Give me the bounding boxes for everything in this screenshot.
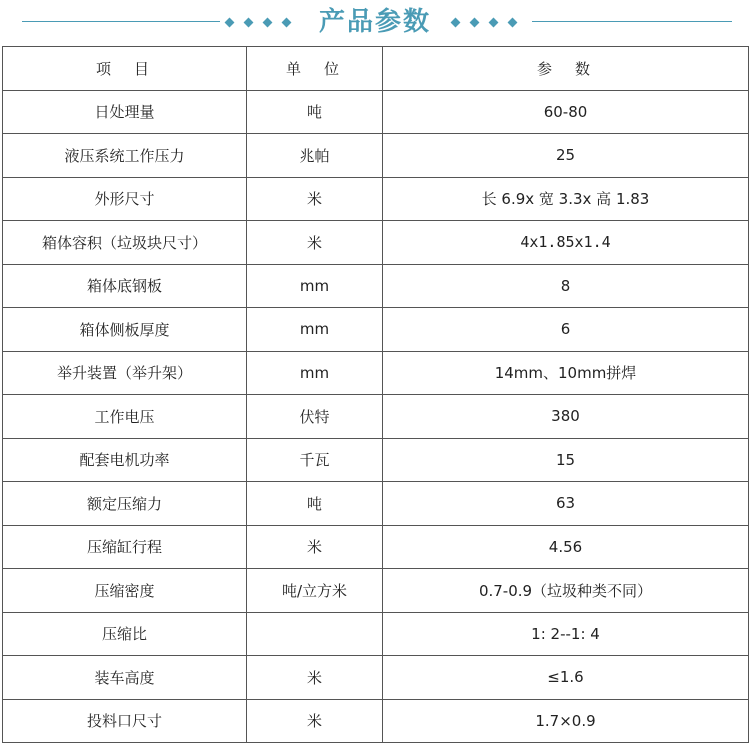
row-unit: 米 [247,221,383,265]
row-param: 1: 2--1: 4 [383,612,749,656]
column-header-param: 参 数 [383,47,749,91]
row-param: 63 [383,482,749,526]
table-row [3,177,749,221]
table-row [3,308,749,352]
row-item: 压缩缸行程 [3,525,247,569]
spec-table [2,46,749,743]
header-diamonds-right [452,14,516,30]
row-item: 箱体容积（垃圾块尺寸） [3,221,247,265]
table-row [3,221,749,265]
row-param: ≤1.6 [383,656,749,700]
row-unit [247,612,383,656]
row-unit: 伏特 [247,395,383,439]
row-param: 4.56 [383,525,749,569]
diamond-icon [489,17,499,27]
row-unit: 兆帕 [247,134,383,178]
table-header-row [3,47,749,91]
column-header-item: 项 目 [3,47,247,91]
table-row [3,656,749,700]
row-param: 1.7×0.9 [383,699,749,743]
row-item: 举升装置（举升架） [3,351,247,395]
table-row [3,569,749,613]
table-row [3,438,749,482]
row-unit: 千瓦 [247,438,383,482]
row-item: 箱体底钢板 [3,264,247,308]
row-item: 投料口尺寸 [3,699,247,743]
table-row [3,699,749,743]
section-header [0,0,750,44]
row-param: 6 [383,308,749,352]
row-item: 配套电机功率 [3,438,247,482]
row-param: 4x1.85x1.4 [383,221,749,265]
header-diamonds-left [226,14,290,30]
table-row [3,351,749,395]
diamond-icon [282,17,292,27]
table-row [3,482,749,526]
row-item: 箱体侧板厚度 [3,308,247,352]
table-row [3,612,749,656]
table-row [3,395,749,439]
table-row [3,264,749,308]
row-unit: 吨 [247,482,383,526]
header-divider-left [22,21,220,22]
header-divider-right [532,21,732,22]
row-item: 工作电压 [3,395,247,439]
row-item: 压缩密度 [3,569,247,613]
row-unit: 米 [247,656,383,700]
row-param: 25 [383,134,749,178]
row-item: 额定压缩力 [3,482,247,526]
row-param: 长 6.9x 宽 3.3x 高 1.83 [383,177,749,221]
column-header-unit: 单 位 [247,47,383,91]
table-row [3,525,749,569]
diamond-icon [470,17,480,27]
row-item: 液压系统工作压力 [3,134,247,178]
row-item: 压缩比 [3,612,247,656]
row-item: 装车高度 [3,656,247,700]
row-unit: mm [247,264,383,308]
row-unit: 米 [247,699,383,743]
row-param: 8 [383,264,749,308]
row-unit: 米 [247,177,383,221]
diamond-icon [451,17,461,27]
row-param: 14mm、10mm拼焊 [383,351,749,395]
row-item: 日处理量 [3,90,247,134]
row-param: 15 [383,438,749,482]
page-title: 产品参数 [318,7,431,37]
row-unit: 米 [247,525,383,569]
table-row [3,90,749,134]
row-param: 60-80 [383,90,749,134]
row-unit: mm [247,351,383,395]
table-row [3,134,749,178]
row-unit: 吨 [247,90,383,134]
row-unit: mm [247,308,383,352]
diamond-icon [508,17,518,27]
row-unit: 吨/立方米 [247,569,383,613]
row-param: 380 [383,395,749,439]
diamond-icon [244,17,254,27]
row-item: 外形尺寸 [3,177,247,221]
row-param: 0.7-0.9（垃圾种类不同） [383,569,749,613]
diamond-icon [225,17,235,27]
diamond-icon [263,17,273,27]
